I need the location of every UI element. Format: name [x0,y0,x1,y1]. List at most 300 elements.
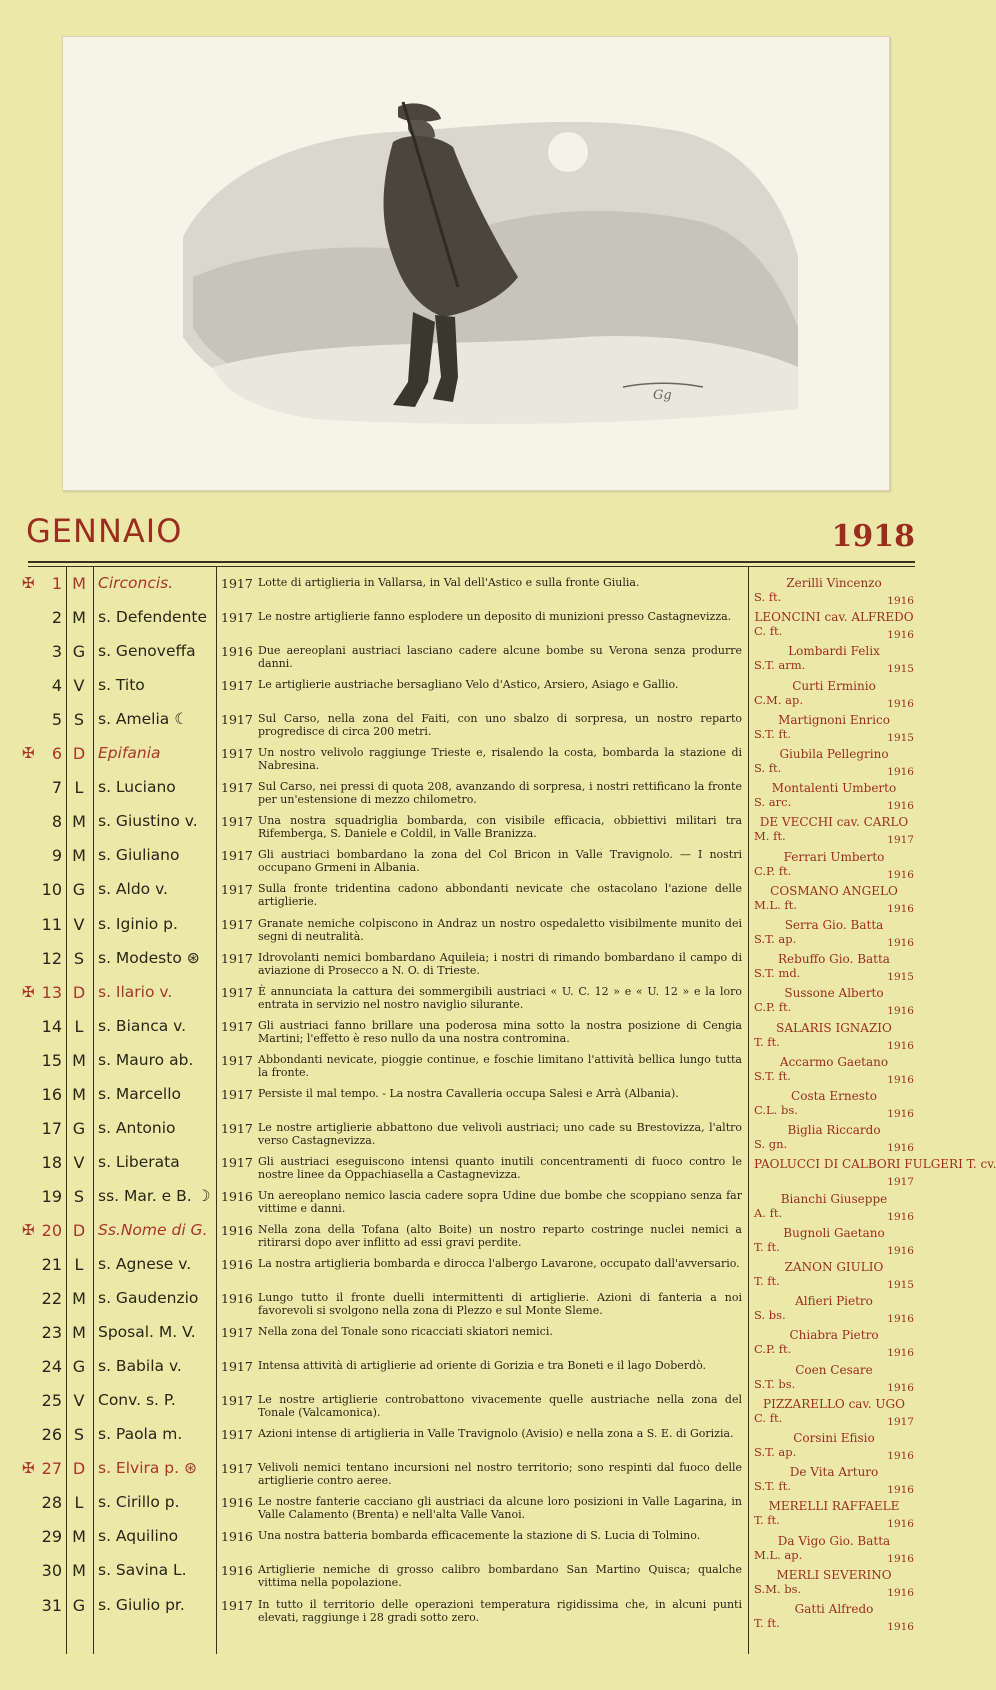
event-text: Le nostre artiglierie abbattono due velivoli austriaci; uno cade su Brestovizza, l'altro verso Castagnevizza. [258,1120,742,1147]
holiday-cross-icon: ✠ [22,1459,35,1478]
weekday-letter: G [72,1357,86,1377]
event-year: 1917 [221,1154,253,1170]
top-rule-thin [28,566,915,567]
event-year: 1917 [221,1120,253,1136]
fallen-name: DE VECCHI cav. CARLO [759,815,909,830]
fallen-entry [754,1226,914,1260]
event-text: Velivoli nemici tentano incursioni nel nostro territorio; sono respinti dal fuoco delle artiglierie contro aeree. [258,1461,742,1488]
event-text: Nella zona della Tofana (alto Boite) un nostro reparto costringe nuclei nemici a ritirarsi dopo aver inflitto ad essi gravi perdite. [258,1222,742,1249]
weekday-letter: V [73,1391,85,1411]
fallen-name: Da Vigo Gio. Batta [777,1533,891,1548]
event-text: Un nostro velivolo raggiunge Trieste e, risalendo la costa, bombarda la stazione di Nabresina. [258,746,742,773]
day-number: 26 [41,1425,62,1445]
top-rule [28,561,915,563]
event-text: Lotte di artiglieria in Vallarsa, in Val dell'Astico e sulla fronte Giulia. [258,576,640,589]
fallen-name: MERELLI RAFFAELE [768,1499,900,1514]
saint-name: s. Mauro ab. [98,1050,194,1069]
weekday-letter: V [73,1152,85,1172]
fallen-name: Biglia Riccardo [787,1123,881,1138]
fallen-entry [754,747,914,781]
saint-name: s. Luciano [98,778,176,797]
fallen-entry [754,1328,914,1362]
day-row [0,1217,750,1251]
day-number: 13 [41,982,62,1002]
day-row [0,1047,750,1081]
fallen-year: 1916 [887,1108,914,1120]
holiday-cross-icon: ✠ [22,982,35,1001]
weekday-letter: M [72,608,86,628]
fallen-unit: T. ft. [754,1034,780,1049]
weekday-letter: L [74,778,84,798]
fallen-year: 1916 [887,1347,914,1360]
fallen-year: 1917 [887,1176,914,1189]
event-text: Persiste il mal tempo. - La nostra Cavalleria occupa Salesi e Arrà (Albania). [258,1086,679,1100]
saint-name: s. Elvira p. ⊛ [98,1459,197,1478]
fallen-name: LEONCINI cav. ALFREDO [754,610,914,625]
day-row [0,706,750,740]
event-year: 1916 [221,1257,253,1272]
day-row [0,1353,750,1387]
weekday-letter: L [74,1493,84,1513]
day-row [0,911,750,945]
fallen-unit: T. ft. [754,1239,780,1254]
fallen-unit: S.T. ft. [754,726,791,741]
day-number: 25 [41,1391,62,1411]
fallen-unit: C. ft. [754,1410,783,1425]
day-number: 9 [51,846,62,866]
fallen-unit: S.T. ap. [754,932,797,946]
event-year: 1917 [221,814,253,830]
weekday-letter: M [72,1084,86,1104]
fallen-entry [754,850,914,884]
moon [548,132,588,172]
fallen-year: 1916 [887,902,914,915]
fallen-entry [754,1089,914,1123]
day-number: 3 [51,642,62,662]
day-row [0,1319,750,1353]
event-year: 1917 [221,950,253,966]
saint-name: s. Iginio p. [98,914,178,933]
event-text: Sulla fronte tridentina cadono abbondanti nevicate che ostacolano l'azione delle artiglierie. [258,882,742,909]
day-number: 1 [51,574,62,593]
saint-name: s. Modesto ⊛ [98,948,200,967]
fallen-unit: S.T. ft. [754,1068,791,1083]
fallen-unit: S.T. md. [754,966,801,981]
fallen-unit: C. ft. [754,624,783,639]
fallen-name: Corsini Efisio [793,1431,875,1445]
fallen-unit: M. ft. [754,829,786,844]
fallen-name: Bianchi Giuseppe [780,1191,888,1206]
day-number: 15 [41,1050,62,1070]
fallen-entry [754,952,914,986]
saint-name: Epifania [98,744,161,763]
fallen-name: Coen Cesare [795,1362,873,1377]
event-year: 1917 [221,1359,253,1375]
fallen-unit: M.L. ap. [754,1547,803,1562]
saint-name: s. Gaudenzio [98,1289,199,1308]
event-year: 1917 [221,1427,253,1443]
day-row [0,876,750,910]
illustration-soldier-in-snow [62,36,890,491]
saint-name: s. Cirillo p. [98,1493,180,1512]
fallen-name: Rebuffo Gio. Batta [778,952,890,967]
day-row [0,1489,750,1523]
fallen-name: Curti Erminio [792,678,876,693]
weekday-letter: D [72,1459,86,1479]
event-text: Le nostre fanterie cacciano gli austriaci da alcune loro posizioni in Valle Lagarina, in Valle Calamento (Brenta) e nell'alta Valle Vanoi. [258,1495,742,1522]
fallen-name: PAOLUCCI DI CALBORI FULGERI T. cv. [754,1157,996,1172]
saint-name: s. Agnese v. [98,1255,192,1273]
day-number: 22 [41,1289,62,1309]
fallen-year: 1917 [887,834,914,847]
event-year: 1917 [221,916,253,932]
event-text: Due aereoplani austriaci lasciano cadere alcune bombe su Verona senza produrre danni. [258,644,742,671]
fallen-unit: S.T. arm. [754,658,806,673]
holiday-cross-icon: ✠ [22,1220,35,1239]
fallen-name: Lombardi Felix [788,644,880,659]
event-year: 1917 [221,610,253,626]
day-row [0,1149,750,1183]
saint-name: Circoncis. [98,574,174,592]
event-year: 1917 [221,1597,253,1613]
fallen-year: 1916 [887,595,914,607]
fallen-entry [754,884,914,918]
day-row [0,638,750,672]
day-number: 10 [41,880,62,900]
fallen-name: Bugnoli Gaetano [783,1225,885,1240]
weekday-letter: V [73,676,85,696]
fallen-name: Martignoni Enrico [778,712,890,727]
day-row [0,1592,750,1626]
weekday-letter: S [73,1186,85,1206]
day-row [0,979,750,1013]
saint-name: s. Defendente [98,608,208,627]
fallen-entry [754,1397,914,1431]
fallen-entry [754,1499,914,1533]
day-number: 7 [51,778,62,798]
event-year: 1917 [221,882,253,898]
fallen-unit: S.T. ft. [754,1479,791,1494]
fallen-name: MERLI SEVERINO [776,1567,892,1582]
fallen-year: 1916 [887,697,914,710]
event-year: 1917 [221,1325,253,1341]
fallen-year: 1915 [887,971,914,984]
fallen-entry [754,576,914,610]
saint-name: s. Giuliano [98,846,180,865]
weekday-letter: M [72,1323,86,1343]
day-number: 16 [41,1084,62,1104]
fallen-year: 1916 [887,1621,914,1633]
saint-name: ss. Mar. e B. ☽ [98,1186,211,1205]
day-row [0,1285,750,1319]
weekday-letter: D [72,744,86,764]
weekday-letter: M [72,1050,86,1070]
fallen-entry [754,1192,914,1226]
weekday-letter: M [72,1289,86,1309]
saint-name: s. Amelia ☾ [98,710,189,729]
day-row [0,1557,750,1591]
fallen-entry [754,1534,914,1568]
event-year: 1917 [221,746,253,762]
event-text: Una nostra squadriglia bombarda, con visibile efficacia, obbiettivi militari tra Rifemberga, S. Daniele e Coldil, in Valle Branizza. [258,814,742,841]
fallen-entry [754,610,914,644]
saint-name: s. Savina L. [98,1561,187,1580]
fallen-year: 1916 [887,868,914,881]
day-number: 20 [41,1220,62,1240]
fallen-name: Alfieri Pietro [795,1294,873,1309]
event-text: La nostra artiglieria bombarda e dirocca l'albergo Lavarone, occupato dall'avversario. [258,1257,740,1270]
event-text: È annunciata la cattura dei sommergibili austriaci « U. C. 12 » e « U. 12 » e la loro entrata in servizio nel nostro naviglio silurante. [258,984,742,1011]
fallen-year: 1916 [887,1313,914,1326]
fallen-year: 1916 [887,1552,914,1565]
event-text: Gli austriaci bombardano la zona del Col Bricon in Valle Travignolo. — I nostri occupano Grmeni in Albania. [258,848,742,875]
fallen-year: 1916 [887,1450,914,1462]
day-number: 18 [41,1152,62,1172]
fallen-name: Gatti Alfredo [794,1602,874,1616]
event-text: Lungo tutto il fronte duelli intermittenti di artiglierie. Azioni di fanteria a noi favorevoli si svolgono nella zona di Plezzo e sul Monte Sleme. [258,1291,742,1318]
fallen-entry [754,781,914,815]
fallen-entry [754,1465,914,1499]
event-year: 1917 [221,576,253,591]
event-year: 1917 [221,1086,253,1102]
day-row [0,1387,750,1421]
fallen-year: 1916 [887,1210,914,1223]
event-year: 1916 [221,1529,253,1545]
day-number: 21 [41,1255,62,1274]
fallen-unit: C.L. bs. [754,1103,798,1117]
fallen-year: 1916 [887,1005,914,1018]
saint-name: s. Paola m. [98,1425,183,1444]
weekday-letter: S [73,1425,85,1445]
day-row [0,604,750,638]
saint-name: s. Antonio [98,1118,176,1137]
fallen-unit: S. arc. [754,795,792,810]
weekday-letter: M [72,1527,86,1547]
fallen-name: Chiabra Pietro [789,1328,879,1343]
event-text: Sul Carso, nella zona del Faiti, con uno sbalzo di sorpresa, un nostro reparto progredisce di circa 200 metri. [258,712,742,739]
fallen-unit: M.L. ft. [754,897,797,912]
day-row [0,1251,750,1285]
fallen-unit: S. gn. [754,1137,788,1152]
fallen-year: 1916 [887,800,914,813]
event-year: 1917 [221,1393,253,1409]
fallen-name: Serra Gio. Batta [784,918,884,932]
weekday-letter: S [73,948,85,968]
day-number: 31 [41,1595,62,1615]
fallen-unit: S. bs. [754,1308,786,1323]
weekday-letter: L [74,1255,84,1274]
event-text: Abbondanti nevicate, pioggie continue, e foschie limitano l'attività bellica lungo tutta la fronte. [258,1052,742,1079]
fallen-entry [754,1157,996,1191]
day-row [0,672,750,706]
fallen-entry [754,713,914,747]
event-year: 1917 [221,1052,253,1068]
event-year: 1916 [221,644,253,660]
fallen-unit: C.P. ft. [754,1000,792,1015]
fallen-entry [754,1363,914,1397]
weekday-letter: M [72,846,86,866]
fallen-entry [754,1123,914,1157]
fallen-year: 1916 [887,1381,914,1394]
event-text: Artiglierie nemiche di grosso calibro bombardano San Martino Quisca; qualche vittima nella popolazione. [258,1563,742,1590]
fallen-unit: C.P. ft. [754,863,792,878]
event-text: Le nostre artiglierie controbattono vivacemente quelle austriache nella zona del Tonale (Valcamonica). [258,1393,742,1420]
fallen-entry [754,918,914,952]
fallen-entry [754,1021,914,1055]
weekday-letter: G [72,1118,86,1138]
event-text: In tutto il territorio delle operazioni temperatura rigidissima che, in alcuni punti elevati, raggiunge i 28 gradi sotto zero. [258,1597,742,1624]
day-row [0,1115,750,1149]
event-text: Granate nemiche colpiscono in Andraz un nostro ospedaletto visibilmente munito dei segni di neutralità. [258,916,742,943]
event-year: 1916 [221,1495,253,1511]
event-year: 1916 [221,1563,253,1579]
day-row [0,774,750,808]
fallen-entry [754,1055,914,1089]
weekday-letter: D [72,1220,86,1240]
saint-name: s. Babila v. [98,1357,182,1376]
year-title: 1918 [831,519,915,554]
saint-name: s. Giustino v. [98,812,198,831]
event-text: Azioni intense di artiglieria in Valle Travignolo (Avisio) e nella zona a S. E. di Gorizia. [258,1427,734,1441]
weekday-letter: M [72,1561,86,1581]
saint-name: s. Aldo v. [98,880,168,899]
fallen-entry [754,1431,914,1465]
fallen-unit: T. ft. [754,1274,780,1288]
day-number: 8 [51,812,62,832]
fallen-year: 1917 [887,1415,914,1428]
day-row [0,570,750,604]
saint-name: Conv. s. P. [98,1391,176,1410]
saint-name: s. Giulio pr. [98,1595,185,1614]
fallen-name: Zerilli Vincenzo [786,576,882,590]
fallen-entry [754,679,914,713]
weekday-letter: V [73,914,85,934]
day-number: 29 [41,1527,62,1547]
fallen-entry [754,815,914,849]
fallen-name: Costa Ernesto [791,1089,877,1103]
fallen-year: 1916 [887,1142,914,1155]
saint-name: s. Tito [98,676,145,695]
artist-signature: Gg [653,388,672,403]
saint-name: s. Bianca v. [98,1016,187,1035]
event-text: Le artiglierie austriache bersagliano Velo d'Astico, Arsiero, Asiago e Gallio. [258,678,679,692]
fallen-unit: T. ft. [754,1616,780,1630]
day-number: 27 [41,1459,62,1479]
day-number: 11 [41,914,62,934]
day-number: 2 [51,608,62,628]
day-row [0,1183,750,1217]
fallen-unit: T. ft. [754,1513,780,1528]
saint-name: Sposal. M. V. [98,1323,196,1342]
event-year: 1916 [221,1222,253,1238]
day-row [0,1013,750,1047]
fallen-unit: A. ft. [754,1205,783,1220]
event-year: 1917 [221,1018,253,1034]
saint-name: s. Aquilino [98,1527,179,1546]
day-number: 14 [41,1016,62,1036]
fallen-unit: C.P. ft. [754,1342,792,1357]
event-text: Idrovolanti nemici bombardano Aquileia; i nostri di rimando bombardano il campo di aviazione di Prosecco a N. O. di Trieste. [258,950,742,977]
fallen-name: Accarmo Gaetano [779,1054,889,1069]
fallen-entry [754,986,914,1020]
event-text: Gli austriaci fanno brillare una poderosa mina sotto la nostra posizione di Cengia Martini; l'effetto è reso nullo da una nostra contromina. [258,1018,742,1045]
fallen-name: Giubila Pellegrino [779,747,889,761]
day-row [0,1081,750,1115]
day-row [0,740,750,774]
fallen-entry [754,1568,914,1602]
month-title: GENNAIO [26,512,183,550]
day-number: 4 [51,676,62,696]
fallen-entry [754,1602,914,1636]
weekday-letter: L [74,1016,84,1036]
fallen-unit: C.M. ap. [754,692,804,707]
fallen-year: 1916 [887,629,914,642]
saint-name: s. Genoveffa [98,642,196,661]
saint-name: s. Ilario v. [98,982,173,1001]
fallen-unit: S. ft. [754,590,782,604]
day-row [0,1455,750,1489]
day-number: 28 [41,1493,62,1513]
event-text: Un aereoplano nemico lascia cadere sopra Udine due bombe che scoppiano senza far vittime e danni. [258,1188,742,1215]
fallen-year: 1916 [887,1244,914,1257]
fallen-year: 1916 [887,1518,914,1531]
fallen-name: PIZZARELLO cav. UGO [763,1396,905,1411]
fallen-year: 1915 [887,1279,914,1291]
fallen-year: 1916 [887,1073,914,1086]
weekday-letter: G [72,1595,86,1615]
fallen-name: De Vita Arturo [789,1465,879,1480]
holiday-cross-icon: ✠ [22,574,35,592]
event-year: 1917 [221,848,253,864]
weekday-letter: M [72,574,86,593]
fallen-year: 1916 [887,937,914,949]
day-number: 30 [41,1561,62,1581]
fallen-name: SALARIS IGNAZIO [776,1020,892,1035]
fallen-unit: S.T. bs. [754,1376,796,1391]
fallen-unit: S. ft. [754,761,782,775]
weekday-letter: S [73,710,85,730]
event-text: Una nostra batteria bombarda efficacemente la stazione di S. Lucia di Tolmino. [258,1529,701,1543]
day-row [0,945,750,979]
day-row [0,1523,750,1557]
weekday-letter: G [72,880,86,900]
fallen-year: 1915 [887,731,914,744]
event-text: Sul Carso, nei pressi di quota 208, avanzando di sorpresa, i nostri rettificano la fronte per un'estensione di mezzo chilometro. [258,780,742,807]
event-year: 1917 [221,780,253,796]
event-text: Nella zona del Tonale sono ricacciati skiatori nemici. [258,1325,553,1339]
event-year: 1917 [221,678,253,694]
fallen-year: 1915 [887,663,914,676]
event-year: 1916 [221,1188,253,1204]
day-number: 17 [41,1118,62,1138]
event-text: Gli austriaci eseguiscono intensi quanto inutili concentramenti di fuoco contro le nostre linee da Oppachiasella a Castagnevizza. [258,1154,742,1181]
event-year: 1916 [221,1291,253,1307]
event-year: 1917 [221,984,253,1000]
weekday-letter: M [72,812,86,832]
fallen-year: 1916 [887,1586,914,1599]
fallen-entry [754,644,914,678]
day-number: 5 [51,710,62,730]
event-year: 1917 [221,1461,253,1477]
fallen-name: ZANON GIULIO [784,1260,884,1274]
fallen-unit: S.M. bs. [754,1581,802,1596]
soldier-illustration [63,37,889,490]
fallen-entry [754,1260,914,1294]
day-number: 6 [51,744,62,764]
fallen-year: 1916 [887,1039,914,1052]
day-row [0,808,750,842]
weekday-letter: G [72,642,86,662]
